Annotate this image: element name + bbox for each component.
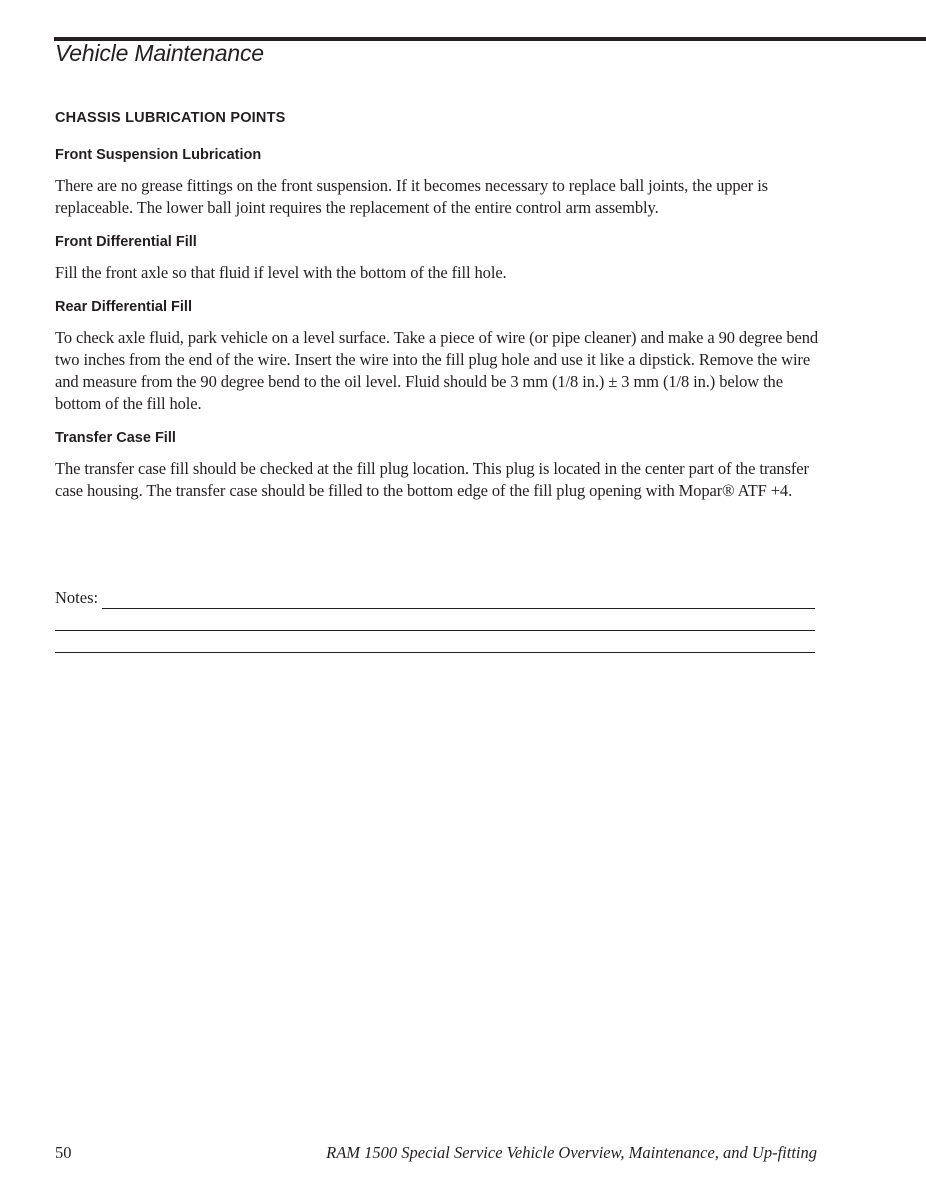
page-header-title: Vehicle Maintenance <box>55 40 264 66</box>
notes-label: Notes: <box>55 588 99 607</box>
notes-line <box>102 591 815 609</box>
subsection-heading: Front Suspension Lubrication <box>55 147 262 163</box>
subsection-front-differential <box>55 232 823 284</box>
footer-document-title: RAM 1500 Special Service Vehicle Overview, Maintenance, and Up-fitting <box>326 1143 817 1162</box>
section-title: CHASSIS LUBRICATION POINTS <box>55 110 286 126</box>
notes-row <box>55 609 815 631</box>
notes-row <box>55 587 815 609</box>
notes-line <box>55 635 815 653</box>
subsection-transfer-case <box>55 428 823 502</box>
notes-area <box>55 587 815 653</box>
page-number: 50 <box>55 1143 72 1162</box>
main-content <box>55 108 823 515</box>
subsection-front-suspension <box>55 145 823 219</box>
page-footer <box>55 1142 817 1164</box>
subsection-text: Fill the front axle so that fluid if level with the bottom of the fill hole. <box>55 263 507 282</box>
notes-line <box>55 613 815 631</box>
subsection-heading: Front Differential Fill <box>55 234 197 250</box>
subsection-heading: Rear Differential Fill <box>55 299 192 315</box>
notes-row <box>55 631 815 653</box>
subsection-heading: Transfer Case Fill <box>55 430 176 446</box>
subsection-text: The transfer case fill should be checked at the fill plug location. This plug is located in the center part of the transfer case housing. The transfer case should be filled to the bottom edge of the fill plug opening with Mopar® ATF +4. <box>55 459 809 500</box>
subsection-text: To check axle fluid, park vehicle on a level surface. Take a piece of wire (or pipe cleaner) and make a 90 degree bend two inches from the end of the wire. Insert the wire into the fill plug hole and use it like a dipstick. Remove the wire and measure from the 90 degree bend to the oil level. Fluid should be 3 mm (1/8 in.) ± 3 mm (1/8 in.) below the bottom of the fill hole. <box>55 328 818 413</box>
subsection-rear-differential <box>55 297 823 415</box>
subsection-text: There are no grease fittings on the front suspension. If it becomes necessary to replace ball joints, the upper is replaceable. The lower ball joint requires the replacement of the entire control arm assembly. <box>55 176 768 217</box>
